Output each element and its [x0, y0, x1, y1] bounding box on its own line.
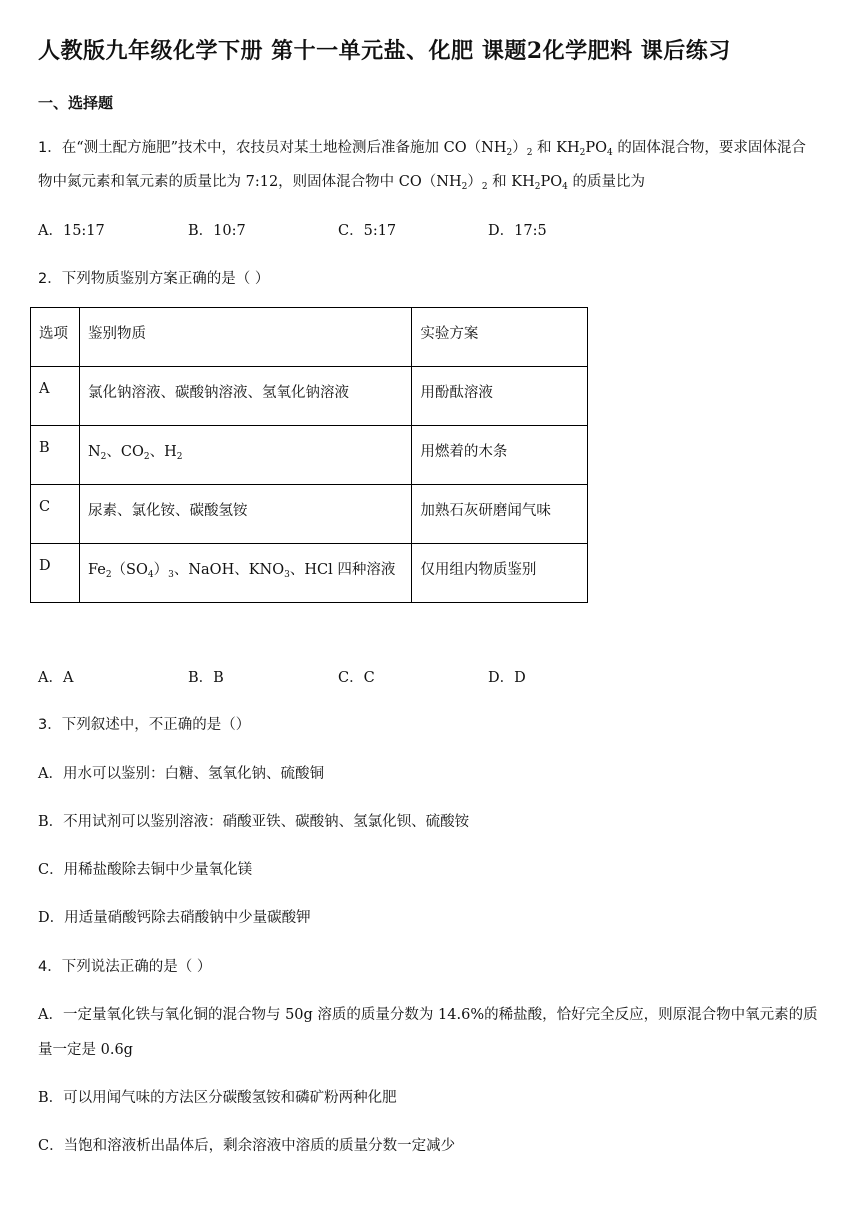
- page-title: 人教版九年级化学下册 第十一单元盐、化肥 课题2化学肥料 课后练习: [38, 38, 731, 64]
- table-row: [31, 367, 588, 426]
- option-a-line-1: A．一定量氧化铁与氧化铜的混合物与 50g 溶质的质量分数为 14.6%的稀盐酸，恰好完全反应，则原混合物中氧元素的质: [38, 1007, 818, 1023]
- table-row: [31, 485, 588, 544]
- table-header-cell: 选项: [31, 308, 80, 367]
- table-row: [31, 426, 588, 485]
- question-1-line-2: 物中氮元素和氧元素的质量比为 7:12，则固体混合物中 $CO(NH_2)_2$ 和 $KH_2PO_4$ 的质量比为: [38, 174, 645, 192]
- question-number: 2．: [38, 271, 62, 287]
- table-cell: $N_2$、$CO_2$、$H_2$: [79, 426, 411, 485]
- table-cell: 用燃着的木条: [412, 426, 588, 485]
- option-d: D．用适量硝酸钙除去硝酸钠中少量碳酸钾: [38, 910, 311, 926]
- table-cell: B: [31, 426, 80, 485]
- table-header-cell: 鉴别物质: [79, 308, 411, 367]
- table-cell: 加熟石灰研磨闻气味: [412, 485, 588, 544]
- question-3: 3．下列叙述中，不正确的是（）: [38, 717, 251, 733]
- question-4: 4．下列说法正确的是（ ）: [38, 959, 212, 975]
- option-b: B．10:7: [188, 223, 246, 239]
- table-cell: 仅用组内物质鉴别: [412, 544, 588, 603]
- table-cell: $Fe_2(SO_4)_3$、NaOH、$KNO_3$、HCl 四种溶液: [79, 544, 411, 603]
- question-number: 1．: [38, 140, 62, 156]
- option-b: B．不用试剂可以鉴别溶液：硝酸亚铁、碳酸钠、氢氯化钡、硫酸铵: [38, 814, 470, 830]
- option-b: B．可以用闻气味的方法区分碳酸氢铵和磷矿粉两种化肥: [38, 1090, 397, 1106]
- section-heading: 一、选择题: [38, 94, 114, 112]
- table-cell: A: [31, 367, 80, 426]
- question-number: 4．: [38, 959, 62, 975]
- table-cell: C: [31, 485, 80, 544]
- question-1-options: [38, 219, 638, 240]
- table-header-cell: 实验方案: [412, 308, 588, 367]
- option-a: A．用水可以鉴别：白糖、氢氧化钠、硫酸铜: [38, 766, 324, 782]
- table-cell: D: [31, 544, 80, 603]
- question-1-line-1: 1．在“测土配方施肥”技术中，农技员对某土地检测后准备施加 $CO(NH_2)_2$ 和 $KH_2PO_4$ 的固体混合物，要求固体混合: [38, 140, 806, 158]
- question-2: 2．下列物质鉴别方案正确的是（ ）: [38, 271, 270, 287]
- option-a: A．A: [38, 670, 74, 686]
- table-row: [31, 544, 588, 603]
- question-2-options: [38, 666, 638, 687]
- table-cell: 氯化钠溶液、碳酸钠溶液、氢氧化钠溶液: [79, 367, 411, 426]
- option-a: A．15:17: [38, 223, 105, 239]
- option-d: D．D: [488, 670, 526, 686]
- option-a-line-2: 量一定是 0.6g: [38, 1042, 133, 1058]
- question-number: 3．: [38, 717, 62, 733]
- option-b: B．B: [188, 670, 224, 686]
- table-header-row: [31, 308, 588, 367]
- option-c: C．C: [338, 670, 375, 686]
- option-c: C．用稀盐酸除去铜中少量氧化镁: [38, 862, 253, 878]
- option-c: C．5:17: [338, 223, 397, 239]
- table-cell: 用酚酞溶液: [412, 367, 588, 426]
- option-c: C．当饱和溶液析出晶体后，剩余溶液中溶质的质量分数一定减少: [38, 1138, 456, 1154]
- identification-table: [30, 307, 588, 603]
- option-d: D．17:5: [488, 223, 547, 239]
- table-cell: 尿素、氯化铵、碳酸氢铵: [79, 485, 411, 544]
